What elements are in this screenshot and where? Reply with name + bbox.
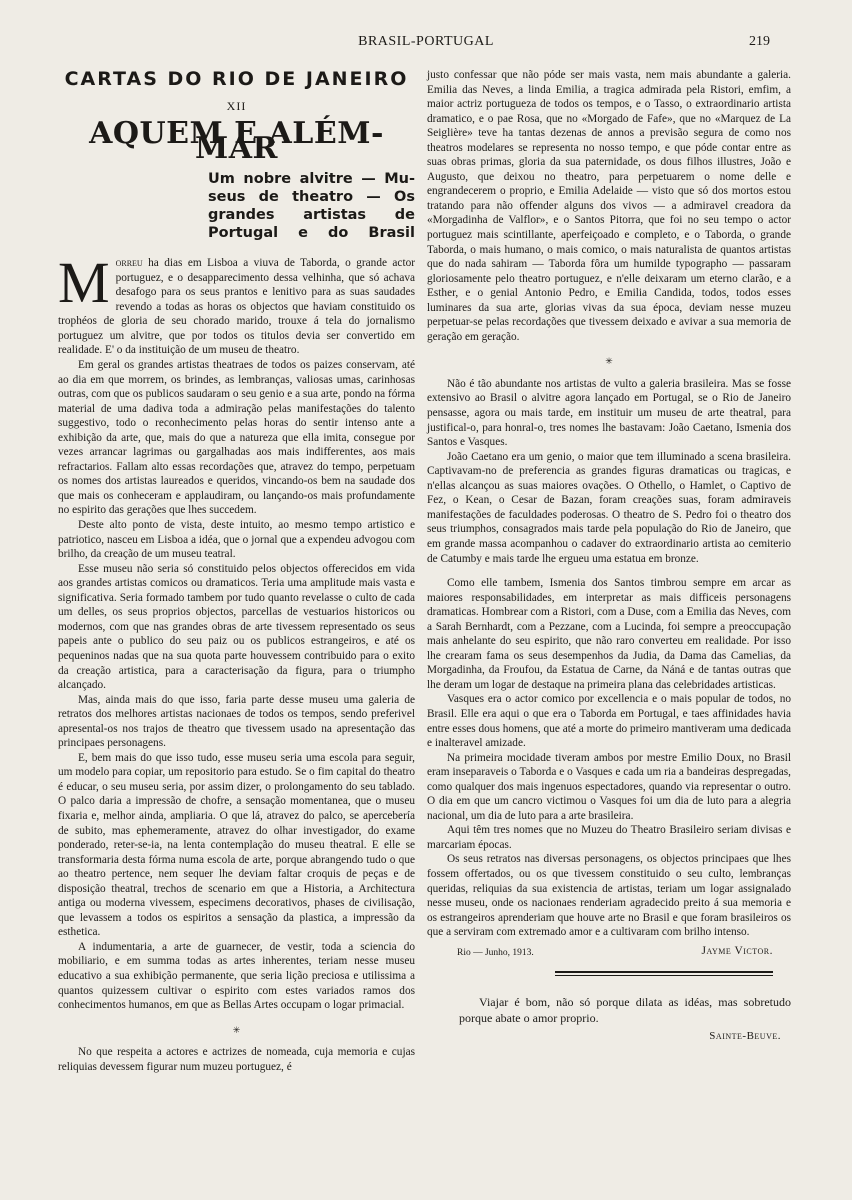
lead-smallcaps: orreu — [115, 257, 143, 270]
body-paragraph: Vasques era o actor comico por excellencia e o mais popular de todos, no Brasil. Elle era aqui o que era o Taborda em Portugal, e taes affinidades havia entre esses dous homens, que até a morte do primeiro mantiveram uma dedicada e inalteravel amizade. — [427, 693, 791, 750]
body-paragraph: Os seus retratos nas diversas personagens, os objectos principaes que lhes fossem offertados, ou os que tivessem constituido o seu culto, lembranças queridas, reliquias da sua existencia de artistas, teriam um logar assignalado nesse museu, onde os nacionaes renderiam agradecido preito á sua memoria e os estrangeiros aprenderiam que houve arte no Brasil e que foram brasileiros os que a serviram com extremado amor e a cultivaram com brilho intenso. — [427, 853, 791, 939]
body-paragraph: Em geral os grandes artistas theatraes de todos os paizes conservam, até ao dia em que morrem, os brindes, as lembranças, valiosas umas, carinhosas outras, com que os publicos saudaram o seu genio e a sua arte, pondo na fórma material de uma dadiva toda a admiração pelas manifestações do talento suggestivo, todo o reconhecimento pelas horas do sentir intenso ante a exhibição da arte, que, mais do que a natureza que ella imita, consegue por vezes arrancar lagrimas ou gargalhadas aos mais indifferentes, aos mais refractarios. Fallam alto essas recordações que, atravez do tempo, perpetuam os nomes dos artistas laureados e queridos, vincando-os bem na saudade dos que mais os conheceram e applaudiram, ou lançando-os mais profundamente no espirito das gerações que lhes succedem. — [58, 359, 415, 517]
body-paragraph: Na primeira mocidade tiveram ambos por mestre Emilio Doux, no Brasil eram inseparaveis o Taborda e o Vasques e cada um ria a bandeiras despregadas, como qualquer dos mais ingenuos espectadores, quando via representar o outro. O dia em que um cancro victimou o Vasques foi um dia de luto para a alegria nacional, um dia de luto para a arte brasileira. — [427, 751, 791, 822]
letter-number: XII — [226, 98, 247, 113]
series-title: CARTAS DO RIO DE JANEIRO — [64, 68, 409, 90]
author-signature: Jayme Victor. — [701, 944, 773, 957]
subhead-line: seus de theatro — Os — [208, 189, 415, 206]
body-paragraph: E, bem mais do que isso tudo, esse museu seria uma escola para seguir, um modelo para copiar, um repositorio para estudo. Se o fim capital do theatro é educar, o seu museu seria, por assim dizer, o prolongamento do seu tablado. O palco daria a impressão de chofre, a sensação momentanea, que o museu fixaria e, melhor ainda, ampliaria. O que lá, atravez do palco, se apercebería de subito, mas ephemeramente, atravez do olhar investigador, do exame ponderado, reter-se-ia, na lenta contemplação do museu theatral. E elle se transformaria desta fórma numa escola de arte, porque abrangendo tudo o que ao theatro pertence, nem sequer lhe deviam faltar croquis de peças e de disposição theatral, trechos de scenario em que a Historia, a Architectura antiga ou moderna vivessem, especimens decorativos, phases de civilisação, que levassem a todos os espiritos a sensação da plastica, a impressão da esthetica. — [58, 751, 415, 939]
dateline: Rio — Junho, 1913. — [457, 947, 534, 958]
body-paragraph: Como elle tambem, Ismenia dos Santos timbrou sempre em arcar as maiores responsabilidades, em interpretar as mais difficeis personagens dramaticas. Hombrear com a Ristori, com a Duse, com a Emilia das Neves, com a Sarah Bernhardt, com a Pezzane, com a Lucinda, foi sempre a preoccupação mais anhelante do seu espirito, que não raro converteu em realidade. Por isso lhe crearam fama os seus desempenhos da Judia, da Dama das Camelias, da Morgadinha, da Froufou, da Estatua de Carne, da Náná e de tantas outras que lhe deram um logar de destaque na primeira plana das celebridades artisticas. — [427, 577, 791, 691]
journal-title: BRASIL-PORTUGAL — [358, 34, 494, 49]
section-ornament: ✳ — [232, 1024, 241, 1035]
section-gap — [427, 566, 791, 576]
lead-text: ha dias em Lisboa a viuva de Taborda, o grande actor portuguez, e o desapparecimento dessa velhinha, que só achava desafogo para os seus prantos e lenitivo para as suas saudades revendo a todas as horas os objectos que haviam constituido os trophéos de gloria de seu chorado marido, trouxe á tela do jornalismo portuguez um alvitre, que por todos os titulos devia ser convertido em realidade. E' o da instituição de um museu de theatro. — [58, 257, 415, 357]
body-paragraph: Mas, ainda mais do que isso, faria parte desse museu uma galeria de retratos dos melhores artistas nacionaes de todos os tempos, sendo preferivel apresental-os nos trajos de theatro que tivessem usado na apresentação das principaes personagens. — [58, 693, 415, 750]
page-number: 219 — [749, 34, 770, 49]
quote-text: Viajar é bom, não só porque dilata as idéas, mas sobretudo porque abate o amor proprio. — [459, 994, 791, 1025]
body-paragraph: Deste alto ponto de vista, deste intuito, ao mesmo tempo artistico e patriotico, nasceu em Lisboa a idéa, que o jornal que a expendeu advogou com brilho, da creação de um museu teatral. — [58, 519, 415, 561]
quote-author: Sainte-Beuve. — [709, 1029, 781, 1042]
article-subheading — [208, 170, 415, 242]
body-paragraph: Aqui têm tres nomes que no Muzeu do Theatro Brasileiro seriam divisas e marcariam épocas. — [427, 824, 791, 851]
body-paragraph: João Caetano era um genio, o maior que tem illuminado a scena brasileira. Captivavam-no de preferencia as grandes figuras dramaticas ou tragicas, e n'ellas alcançou as suas maiores ovações. O Othello, o Hamlet, o Captivo de Fez, o Kean, o Cesar de Bazan, foram creações suas, foram admiraveis manifestações de faculdades poderosas. O theatro de S. Pedro foi o theatro dos seus triumphos, consagrados mais tarde pela população do Rio de Janeiro, que em grande massa acompanhou o cadaver do extraordinario artista ao cemiterio de Catumby e mais tarde lhe ergueu uma estatua em bronze. — [427, 450, 791, 565]
body-paragraph: justo confessar que não póde ser mais vasta, nem mais abundante a galeria. Emilia das Neves, a linda Emilia, a tragica admirada pela Ristori, emfim, a maior actriz portugueza de todos os tempos, e o Tasso, o extraordinario artista dramatico, e o pae Rosa, que no «Morgado de Fafe», que no «Marquez de La Seiglière» teve ha tantas dezenas de annos a previsão segura de como nos theatros modelares se representa no nosso tempo, e que póde contar entre as suas obras primas, gloria da sua paternidade, os dous filhos illustres, João e Augusto, que deixou no theatro, para perpetuarem o nome delle e engrandecerem o proprio, e Emilia Adelaide — visto que só dos mortos estou tratando para não offender alguns dos vivos — a admiravel creadora da «Morgadinha de Valflor», e o Santos Pitorra, que foi no seu tempo o actor portuguez mais scintillante, aperfeiçoado e completo, e o Taborda, o grande Taborda, o mais humano, o mais comico, o mais naturalista de quantos artistas que do nada sahiram — Taborda fôra um humilde typographo — passaram gloriosamente pelo theatro portuguez, e n'elle deixaram um eterno clarão, e a Esther, e o genial Antonio Pedro, e Emilia Candida, todos, todos esses luminares da sua arte, glorias vivas da sua época, deviam nesse muzeu perpetuar-se pelas recordações que tivessem deixado e avivar a sua memoria de geração em geração. — [427, 69, 791, 343]
right-column — [427, 68, 791, 1044]
subhead-line: grandes artistas de — [208, 207, 415, 224]
body-paragraph: Não é tão abundante nos artistas de vulto a galeria brasileira. Mas se fosse extensivo ao Brasil o alvitre agora lançado em Portugal, se o Rio de Janeiro pensasse, agora ou mais tarde, em instituir um museu de arte theatral, para justifical-o, para honral-o, tres nomes lhe bastavam: João Caetano, Ismenia dos Santos e Vasques. — [427, 377, 791, 449]
body-paragraph: A indumentaria, a arte de guarnecer, de vestir, toda a sciencia do mobiliario, e em summa todas as artes inherentes, teriam nesse museu educativo a sua exhibição permanente, que seria lição preciosa e utilissima a quantos quizessem cultivar o espirito com estes variados ramos dos conhecimentos humanos, em que as Bellas Artes occupam o logar primacial. — [58, 940, 415, 1012]
signature-row — [427, 943, 791, 963]
left-column — [58, 68, 415, 1074]
drop-cap: M — [58, 250, 110, 316]
lead-paragraph — [58, 250, 415, 358]
subhead-line: Um nobre alvitre — Mu- — [208, 171, 415, 188]
section-ornament: ✳ — [605, 356, 613, 367]
body-paragraph: Esse museu não seria só constituido pelos objectos offerecidos em vida aos grandes artistas comicos ou dramaticos. Teria uma amplitude mais vasta e significativa. Seria formado tambem por tudo quanto revelasse o culto de cada um delles, os seus proprios objectos, parcellas de vestuarios historicos ou modernos, com que nas grandes obras de arte tivessem representado os seus papeis ante o publico do seu paiz ou os publicos estrangeiros, e até os pequeninos nadas que na sua quota parte houvessem contribuido para o exito da creação artistica, para a caracterisação da figura, para o triumpho alcançado. — [58, 562, 415, 692]
epigraph — [459, 994, 791, 1044]
double-rule — [555, 971, 773, 976]
body-paragraph: No que respeita a actores e actrizes de nomeada, cuja memoria e cujas reliquias devessem figurar num muzeu portuguez, é — [58, 1046, 415, 1073]
subhead-line: Portugal e do Brasil — [208, 225, 415, 242]
running-header — [0, 34, 852, 54]
article-headline: AQUEM E ALÉM-MAR — [89, 116, 384, 166]
